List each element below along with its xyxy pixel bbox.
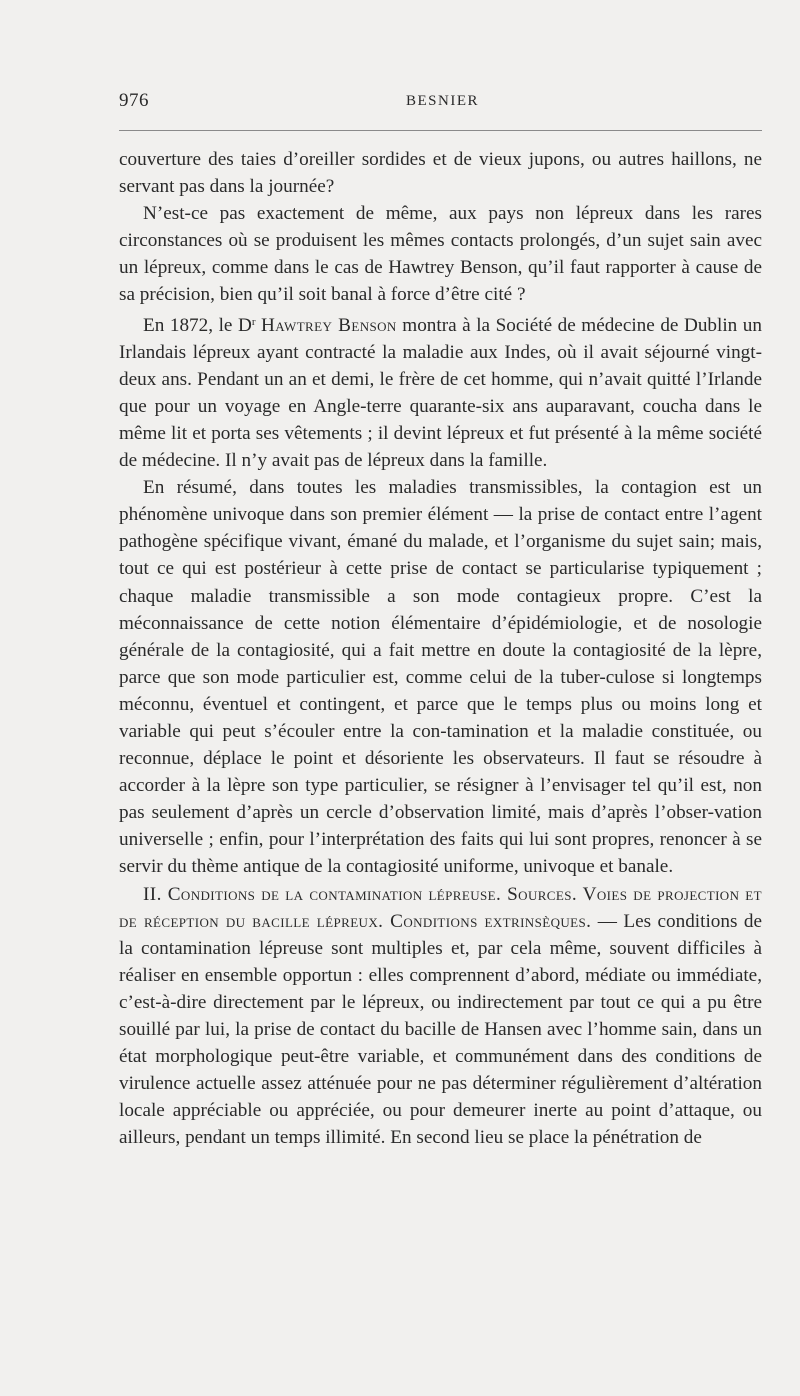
doctor-superscript: r	[251, 315, 256, 328]
page-header	[119, 90, 762, 120]
section-heading: II. Conditions de la contamination lépreuse. Sources. Voies de projection et de réception du bacille lépreux. Conditions extrinsèques.	[119, 883, 762, 932]
running-head: BESNIER	[406, 93, 480, 109]
header-rule	[119, 130, 762, 131]
paragraph-3-rest: montra à la Société de médecine de Dublin un Irlandais lépreux ayant contracté la maladie aux Indes, où il avait séjourné vingt-deux ans. Pendant un an et demi, le frère de cet homme, qui n’avait quitté l’Irlande que pour un voyage en Angle-terre quarante-six ans auparavant, coucha dans le même lit et porta ses vêtements ; il devint lépreux et fut présenté à la même société de médecine. Il n’y avait pas de lépreux dans la famille.	[119, 314, 762, 472]
body-text	[119, 146, 762, 1151]
author-name: Hawtrey Benson	[261, 314, 397, 336]
paragraph-3	[119, 309, 762, 475]
page-number: 976	[119, 90, 149, 111]
paragraph-5-rest: — Les conditions de la contamination lépreuse sont multiples et, par cela même, souvent difficiles à réaliser en ensemble opportun : elles comprennent d’abord, médiate ou immédiate, c’est-à-dire directement par le lépreux, ou indirectement par tout ce qui a pu être souillé par lui, la prise de contact du bacille de Hansen avec l’homme sain, dans un état morphologique peut-être variable, et communément dans des conditions de virulence actuelle assez atténuée pour ne pas déterminer régulièrement d’altération locale appréciable ou appréciée, ou pour demeurer inerte au point d’attaque, ou ailleurs, pendant un temps illimité. En second lieu se place la pénétration de	[119, 910, 762, 1149]
paragraph-3-start: En 1872, le D	[143, 314, 252, 336]
paragraph-4: En résumé, dans toutes les maladies transmissibles, la contagion est un phénomène univoque dans son premier élément — la prise de contact entre l’agent pathogène spécifique vivant, émané du malade, et l’organisme du sujet sain; mais, tout ce qui est postérieur à cette prise de contact se particularise typiquement ; chaque maladie transmissible a son mode contagieux propre. C’est la méconnaissance de cette notion élémentaire d’épidémiologie, et de nosologie générale de la contagiosité, qui a fait mettre en doute la contagiosité de la lèpre, parce que son mode particulier est, comme celui de la tuber-culose si longtemps méconnu, éventuel et contingent, et parce que le temps plus ou moins long et variable qui peut s’écouler entre la con-tamination et la maladie constituée, ou reconnue, déplace le point et désoriente les observateurs. Il faut se résoudre à accorder à la lèpre son type particulier, se résigner à l’envisager tel qu’il est, non pas seulement d’après un cercle d’observation limité, mais d’après l’obser-vation universelle ; enfin, pour l’interprétation des faits qui lui sont propres, renoncer à se servir du thème antique de la contagiosité uniforme, univoque et banale.	[119, 477, 762, 878]
paragraph-2: N’est-ce pas exactement de même, aux pays non lépreux dans les rares circonstances où se produisent les mêmes contacts prolongés, d’un sujet sain avec un lépreux, comme dans le cas de Hawtrey Benson, qu’il faut rapporter à cause de sa précision, bien qu’il soit banal à force d’être cité ?	[119, 203, 762, 306]
paragraph-1: couverture des taies d’oreiller sordides et de vieux jupons, ou autres haillons, ne servant pas dans la journée?	[119, 149, 762, 198]
paragraph-5	[119, 881, 762, 1152]
